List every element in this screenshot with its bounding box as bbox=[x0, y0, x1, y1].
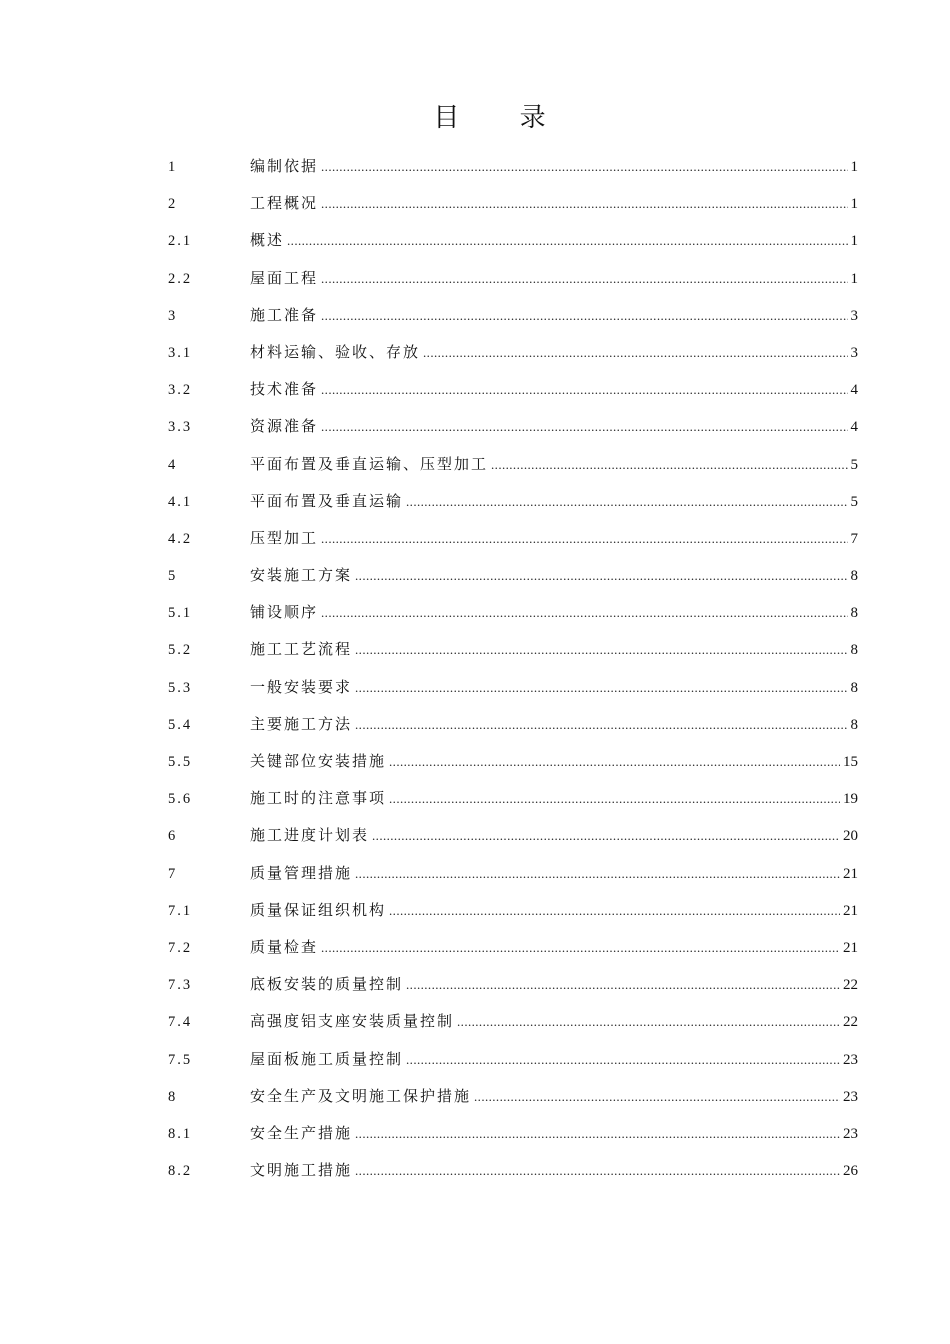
toc-dot-leader bbox=[457, 1003, 840, 1040]
toc-entry-title: 屋面板施工质量控制 bbox=[250, 1049, 404, 1068]
toc-entry[interactable] bbox=[168, 446, 858, 483]
toc-entry-page-number: 1 bbox=[850, 196, 858, 213]
toc-entry-title: 安全生产措施 bbox=[250, 1123, 353, 1142]
toc-title: 目 录 bbox=[433, 103, 572, 133]
toc-dot-leader bbox=[423, 334, 847, 371]
toc-entry-number: 4 bbox=[168, 456, 178, 473]
toc-entry[interactable] bbox=[168, 669, 858, 706]
toc-entry[interactable] bbox=[168, 557, 858, 594]
toc-entry-title: 高强度铝支座安装质量控制 bbox=[250, 1012, 455, 1031]
toc-entry-title: 一般安装要求 bbox=[250, 677, 353, 696]
toc-dot-leader bbox=[406, 966, 840, 1003]
toc-entry[interactable] bbox=[168, 483, 858, 520]
toc-entry-number: 7.5 bbox=[168, 1051, 193, 1068]
toc-entry-page-number: 21 bbox=[843, 939, 858, 956]
toc-entry[interactable] bbox=[168, 222, 858, 259]
toc-entry-title: 施工准备 bbox=[250, 305, 319, 324]
toc-entry[interactable] bbox=[168, 408, 858, 445]
toc-entry-title: 资源准备 bbox=[250, 417, 319, 436]
toc-entry-page-number: 4 bbox=[850, 382, 858, 399]
toc-entry-title: 关键部位安装措施 bbox=[250, 752, 387, 770]
toc-dot-leader bbox=[474, 1078, 840, 1115]
toc-entry-number: 4.2 bbox=[168, 530, 193, 547]
toc-dot-leader bbox=[321, 594, 847, 631]
toc-entry-page-number: 23 bbox=[843, 1125, 858, 1142]
toc-entry-title: 底板安装的质量控制 bbox=[250, 975, 404, 994]
toc-entry[interactable] bbox=[168, 855, 858, 892]
toc-entry-number: 4.1 bbox=[168, 493, 193, 510]
toc-entry-number: 5.4 bbox=[168, 716, 193, 733]
toc-entry-page-number: 19 bbox=[843, 791, 858, 808]
toc-entry-title: 概述 bbox=[250, 231, 285, 250]
toc-entry-title: 铺设顺序 bbox=[250, 603, 319, 622]
toc-entry-title: 编制依据 bbox=[250, 157, 319, 175]
toc-dot-leader bbox=[355, 557, 847, 594]
toc-entry-number: 7.4 bbox=[168, 1014, 193, 1031]
toc-entry-page-number: 23 bbox=[843, 1088, 858, 1105]
toc-dot-leader bbox=[491, 446, 847, 483]
toc-entry-page-number: 22 bbox=[843, 1014, 858, 1031]
toc-entry-title: 工程概况 bbox=[250, 194, 319, 213]
toc-entry-page-number: 3 bbox=[850, 344, 858, 361]
toc-entry-number: 5.5 bbox=[168, 754, 193, 770]
toc-entry-page-number: 5 bbox=[850, 493, 858, 510]
toc-dot-leader bbox=[321, 185, 847, 222]
toc-entry-number: 6 bbox=[168, 828, 178, 845]
toc-entry-number: 3.3 bbox=[168, 419, 193, 436]
toc-entry-number: 8.2 bbox=[168, 1163, 193, 1180]
toc-entry[interactable] bbox=[168, 966, 858, 1003]
toc-entry-number: 2 bbox=[168, 196, 178, 213]
toc-entry-page-number: 23 bbox=[843, 1051, 858, 1068]
toc-dot-leader bbox=[321, 148, 847, 185]
toc-entry-page-number: 4 bbox=[850, 419, 858, 436]
toc-entry[interactable] bbox=[168, 817, 858, 854]
toc-dot-leader bbox=[389, 743, 840, 780]
toc-dot-leader bbox=[389, 892, 840, 929]
toc-dot-leader bbox=[355, 1152, 840, 1189]
toc-entry-title: 平面布置及垂直运输 bbox=[250, 491, 404, 510]
toc-entry-page-number: 8 bbox=[850, 679, 858, 696]
toc-entry-title: 平面布置及垂直运输、压型加工 bbox=[250, 454, 489, 473]
toc-entry-page-number: 3 bbox=[850, 307, 858, 324]
toc-entry-title: 压型加工 bbox=[250, 528, 319, 547]
toc-entry[interactable] bbox=[168, 520, 858, 557]
toc-entry-number: 7.3 bbox=[168, 977, 193, 994]
toc-entry-title: 文明施工措施 bbox=[250, 1161, 353, 1180]
toc-entry[interactable] bbox=[168, 1041, 858, 1078]
toc-dot-leader bbox=[355, 631, 847, 668]
toc-dot-leader bbox=[406, 1041, 840, 1078]
toc-entry[interactable] bbox=[168, 631, 858, 668]
toc-entry-page-number: 21 bbox=[843, 865, 858, 882]
toc-entry[interactable] bbox=[168, 892, 858, 929]
toc-dot-leader bbox=[321, 520, 847, 557]
toc-entry-page-number: 26 bbox=[843, 1163, 858, 1180]
toc-entry-number: 5.3 bbox=[168, 679, 193, 696]
toc-entry-number: 7 bbox=[168, 865, 178, 882]
toc-entry[interactable] bbox=[168, 1115, 858, 1152]
toc-entry-title: 质量保证组织机构 bbox=[250, 900, 387, 919]
toc-entry-page-number: 1 bbox=[850, 270, 858, 287]
toc-entry[interactable] bbox=[168, 148, 858, 185]
toc-entry-number: 2.2 bbox=[168, 270, 193, 287]
toc-entry-title: 主要施工方法 bbox=[250, 714, 353, 733]
toc-entry-number: 3.1 bbox=[168, 344, 193, 361]
toc-entry-title: 安全生产及文明施工保护措施 bbox=[250, 1086, 472, 1105]
toc-dot-leader bbox=[355, 706, 847, 743]
toc-entry-number: 3.2 bbox=[168, 382, 193, 399]
toc-dot-leader bbox=[321, 408, 847, 445]
toc-entry-page-number: 21 bbox=[843, 902, 858, 919]
toc-dot-leader bbox=[389, 780, 840, 817]
toc-entry[interactable] bbox=[168, 929, 858, 966]
toc-dot-leader bbox=[321, 929, 840, 966]
toc-entry[interactable] bbox=[168, 334, 858, 371]
toc-dot-leader bbox=[406, 483, 847, 520]
toc-entry-number: 3 bbox=[168, 307, 178, 324]
toc-dot-leader bbox=[372, 817, 840, 854]
toc-dot-leader bbox=[321, 371, 847, 408]
toc-entry-number: 8.1 bbox=[168, 1125, 193, 1142]
toc-entry-page-number: 22 bbox=[843, 977, 858, 994]
toc-entry-page-number: 8 bbox=[850, 568, 858, 585]
toc-entry-title: 质量管理措施 bbox=[250, 863, 353, 882]
toc-entry-number: 8 bbox=[168, 1088, 178, 1105]
toc-entry-title: 技术准备 bbox=[250, 380, 319, 399]
toc-dot-leader bbox=[355, 855, 840, 892]
toc-entry[interactable] bbox=[168, 1152, 858, 1189]
toc-entry-number: 5 bbox=[168, 568, 178, 585]
toc-dot-leader bbox=[287, 222, 847, 259]
toc-list bbox=[168, 148, 858, 1189]
toc-entry[interactable] bbox=[168, 706, 858, 743]
toc-entry-page-number: 7 bbox=[850, 530, 858, 547]
toc-entry[interactable] bbox=[168, 185, 858, 222]
toc-entry-title: 施工工艺流程 bbox=[250, 640, 353, 659]
toc-entry-number: 5.1 bbox=[168, 605, 193, 622]
toc-entry-title: 质量检查 bbox=[250, 937, 319, 956]
toc-entry-number: 1 bbox=[168, 159, 178, 175]
toc-entry[interactable] bbox=[168, 780, 858, 817]
toc-entry-page-number: 20 bbox=[843, 828, 858, 845]
toc-entry-number: 2.1 bbox=[168, 233, 193, 250]
toc-entry[interactable] bbox=[168, 297, 858, 334]
toc-entry[interactable] bbox=[168, 371, 858, 408]
toc-entry-page-number: 1 bbox=[850, 159, 858, 175]
toc-entry-page-number: 5 bbox=[850, 456, 858, 473]
toc-entry-title: 施工时的注意事项 bbox=[250, 789, 387, 808]
toc-entry[interactable] bbox=[168, 1078, 858, 1115]
toc-entry-page-number: 15 bbox=[843, 754, 858, 770]
toc-entry[interactable] bbox=[168, 594, 858, 631]
toc-entry[interactable] bbox=[168, 743, 858, 780]
toc-entry-title: 屋面工程 bbox=[250, 268, 319, 287]
toc-entry-number: 5.2 bbox=[168, 642, 193, 659]
toc-entry-title: 施工进度计划表 bbox=[250, 826, 370, 845]
toc-entry[interactable] bbox=[168, 260, 858, 297]
toc-dot-leader bbox=[321, 297, 847, 334]
toc-entry-title: 安装施工方案 bbox=[250, 566, 353, 585]
toc-dot-leader bbox=[355, 1115, 840, 1152]
toc-entry-page-number: 8 bbox=[850, 716, 858, 733]
toc-entry-number: 5.6 bbox=[168, 791, 193, 808]
toc-entry-title: 材料运输、验收、存放 bbox=[250, 342, 421, 361]
toc-entry-number: 7.2 bbox=[168, 939, 193, 956]
toc-entry-page-number: 8 bbox=[850, 642, 858, 659]
toc-entry-page-number: 1 bbox=[850, 233, 858, 250]
toc-entry-page-number: 8 bbox=[850, 605, 858, 622]
toc-entry[interactable] bbox=[168, 1003, 858, 1040]
toc-entry-number: 7.1 bbox=[168, 902, 193, 919]
toc-dot-leader bbox=[355, 669, 847, 706]
toc-dot-leader bbox=[321, 260, 847, 297]
